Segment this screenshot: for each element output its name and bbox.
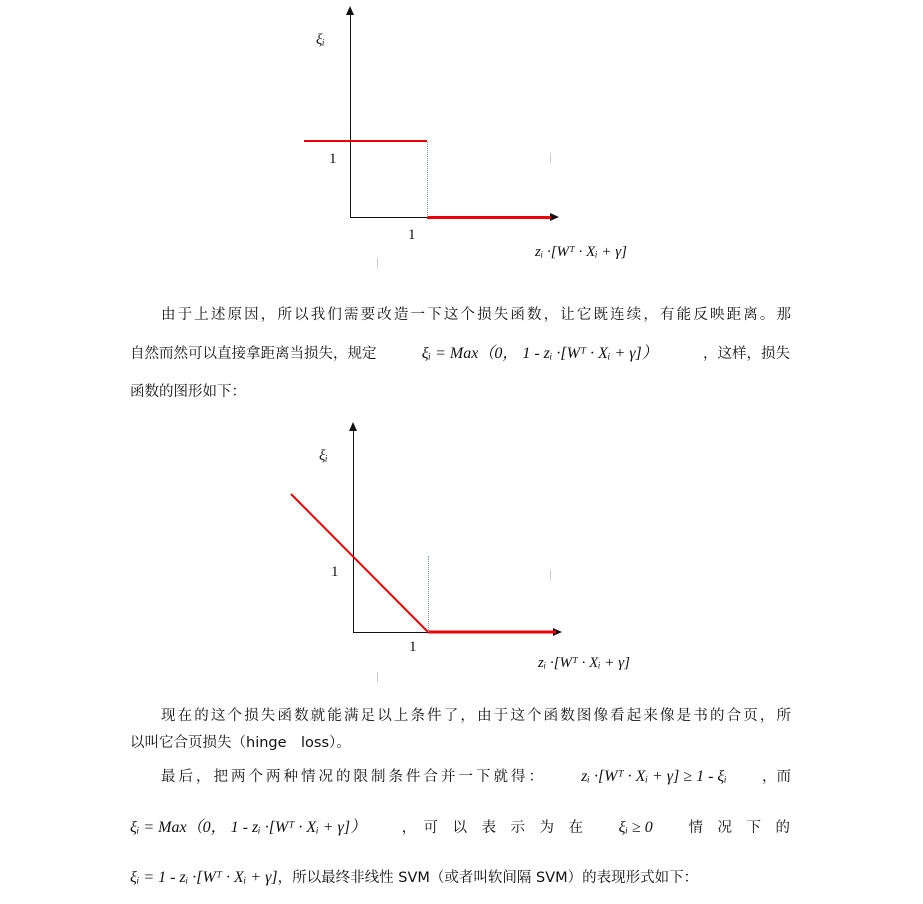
text: ，这样，损失 — [702, 346, 790, 362]
paragraph-1-line-1: 由于上述原因，所以我们需要改造一下这个损失函数，让它既连续，有能反映距离。那 — [161, 307, 791, 323]
paragraph-1-line-3: 函数的图形如下： — [130, 384, 246, 400]
x-tick-label: 1 — [409, 639, 417, 655]
dotted-guide — [428, 556, 429, 632]
paragraph-2-line-1: 现在的这个损失函数就能满足以上条件了，由于这个函数图像看起来像是书的合页，所 — [161, 708, 791, 724]
formula: zᵢ ·[Wᵀ · Xᵢ + γ] ≥ 1 - ξᵢ — [581, 768, 727, 785]
x-axis-label: zᵢ ·[Wᵀ · Xᵢ + γ] — [535, 244, 627, 260]
text: ，而 — [762, 769, 791, 785]
formula: ξᵢ ≥ 0 — [618, 819, 653, 836]
paragraph-2-line-2: 以叫它合页损失（hinge loss）。 — [130, 735, 351, 751]
text: 自然而然可以直接拿距离当损失，规定 — [130, 346, 377, 362]
mark — [377, 672, 378, 682]
x-axis-label: zᵢ ·[Wᵀ · Xᵢ + γ] — [538, 655, 630, 671]
formula: ξᵢ = Max（0， 1 - zᵢ ·[Wᵀ · Xᵢ + γ]） — [421, 345, 658, 362]
y-tick-label: 1 — [331, 564, 339, 580]
paragraph-3-line-2 — [130, 818, 790, 838]
y-axis-label: ξᵢ — [319, 448, 328, 464]
text: ， 可 以 表 示 为 在 — [401, 820, 583, 836]
paragraph-3-line-1 — [161, 767, 791, 787]
text: ，所以最终非线性 SVM（或者叫软间隔 SVM）的表现形式如下： — [277, 870, 699, 886]
y-axis-label: ξᵢ — [316, 32, 325, 48]
loss-line-slope — [291, 494, 428, 632]
paragraph-3-line-3 — [130, 868, 698, 888]
formula: ξᵢ = Max（0， 1 - zᵢ ·[Wᵀ · Xᵢ + γ]） — [130, 819, 367, 836]
text: 最后，把两个两种情况的限制条件合并一下就得： — [161, 769, 546, 785]
mark — [550, 570, 551, 580]
x-tick-label: 1 — [408, 227, 416, 243]
formula: ξᵢ = 1 - zᵢ ·[Wᵀ · Xᵢ + γ] — [130, 869, 278, 886]
y-tick-label: 1 — [329, 151, 337, 167]
text: 情 况 下 的 — [688, 820, 790, 836]
